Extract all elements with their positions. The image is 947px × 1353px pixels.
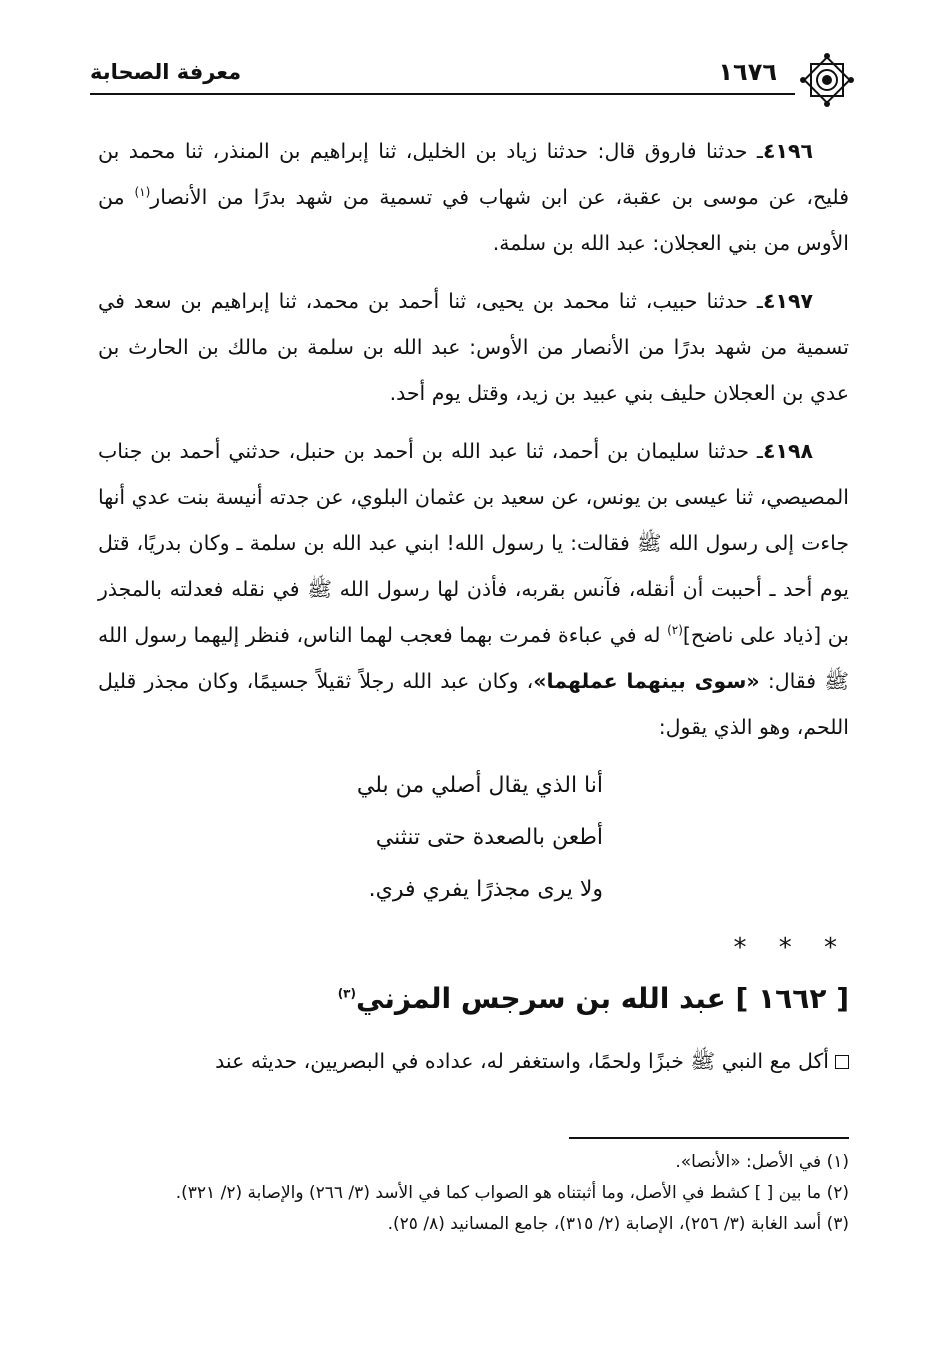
page-number: ١٦٧٦	[718, 58, 777, 86]
footnote-marker: (٢)	[826, 1183, 849, 1203]
footnote-marker: (١)	[826, 1152, 849, 1172]
section-heading	[98, 974, 849, 1024]
footnote-divider	[569, 1137, 849, 1139]
footnote-text: أسد الغابة (٣/ ٢٥٦)، الإصابة (٢/ ٣١٥)، جامع المسانيد (٨/ ٢٥).	[387, 1214, 822, 1234]
hadith-number: ٤١٩٦	[762, 139, 813, 163]
section-intro	[98, 1038, 849, 1084]
section-title: [ ١٦٦٢ ] عبد الله بن سرجس المزني	[355, 982, 849, 1015]
islamic-star-ornament-icon	[797, 50, 857, 110]
page-header	[90, 50, 857, 110]
main-text	[98, 128, 849, 1084]
footnote-2	[98, 1179, 849, 1208]
section-separator: * * *	[733, 933, 849, 963]
poem-line: أطعن بالصعدة حتى تنثني	[375, 825, 603, 850]
poem	[98, 760, 849, 916]
square-bullet-icon	[835, 1055, 849, 1069]
paragraph-4197	[98, 278, 849, 416]
paragraph-text: ـ حدثنا فاروق قال: حدثنا زياد بن الخليل، ثنا إبراهيم بن المنذر، ثنا محمد بن فليح، عن موسى بن عقبة، عن ابن شهاب في تسمية من شهد بدرًا من الأنصار	[98, 139, 849, 209]
header-divider	[90, 93, 795, 95]
footnote-text: في الأصل: «الأنصا».	[675, 1152, 822, 1172]
footnote-ref[interactable]: (٢)	[667, 623, 683, 638]
paragraph-4198	[98, 428, 849, 750]
hadith-number: ٤١٩٨	[762, 439, 813, 463]
footnote-3	[98, 1210, 849, 1239]
book-title: معرفة الصحابة	[90, 60, 242, 84]
poem-line: ولا يرى مجذرًا يفري فري.	[368, 877, 603, 902]
paragraph-4196	[98, 128, 849, 266]
footnote-ref[interactable]: (٣)	[337, 986, 356, 1001]
footnote-text: ما بين [ ] كشط في الأصل، وما أثبتناه هو الصواب كما في الأسد (٣/ ٢٦٦) والإصابة (٢/ ٣٢١).	[175, 1183, 822, 1203]
poem-line: أنا الذي يقال أصلي من بلي	[356, 773, 603, 798]
hadith-number: ٤١٩٧	[762, 289, 813, 313]
footnote-1	[98, 1148, 849, 1177]
section-intro-text: أكل مع النبي ﷺ خبزًا ولحمًا، واستغفر له، عداده في البصريين، حديثه عند	[215, 1049, 829, 1073]
hadith-quote: «سوى بينهما عملهما»	[533, 669, 760, 693]
paragraph-text-end: ، وكان عبد الله رجلاً ثقيلاً جسيمًا، وكان مجذر قليل اللحم، وهو الذي يقول:	[98, 669, 849, 739]
paragraph-text: ـ حدثنا حبيب، ثنا محمد بن يحيى، ثنا أحمد بن محمد، ثنا إبراهيم بن سعد في تسمية من شهد بدرًا من الأنصار من الأوس: عبد الله بن سلمة بن مالك بن الحارث بن عدي بن العجلان حليف بني عبيد بن زيد، وقتل يوم أحد.	[98, 289, 849, 405]
footnote-ref[interactable]: (١)	[134, 185, 151, 200]
footnotes	[98, 1148, 849, 1241]
paragraph-text-cont: له في عباءة فمرت بهما فعجب لهما الناس، فنظر إليهما رسول الله ﷺ فقال:	[98, 623, 849, 693]
paragraph-text: ـ حدثنا سليمان بن أحمد، ثنا عبد الله بن أحمد بن حنبل، حدثني أحمد بن جناب المصيصي، ثنا عيسى بن يونس، عن سعيد بن عثمان البلوي، عن جدته أنيسة بنت عدي أنها جاءت إلى رسول الله ﷺ فقالت: يا رسول الله! ابني عبد الله بن سلمة ـ وكان بدريًا، قتل يوم أحد ـ أحببت أن أنقله، فآنس بقربه، فأذن لها رسول الله ﷺ في نقله فعدلته بالمجذر بن [ذياد على ناضح]	[98, 439, 850, 647]
footnote-marker: (٣)	[826, 1214, 849, 1234]
paragraph-text-cont: من الأوس من بني العجلان: عبد الله بن سلمة.	[98, 185, 849, 255]
